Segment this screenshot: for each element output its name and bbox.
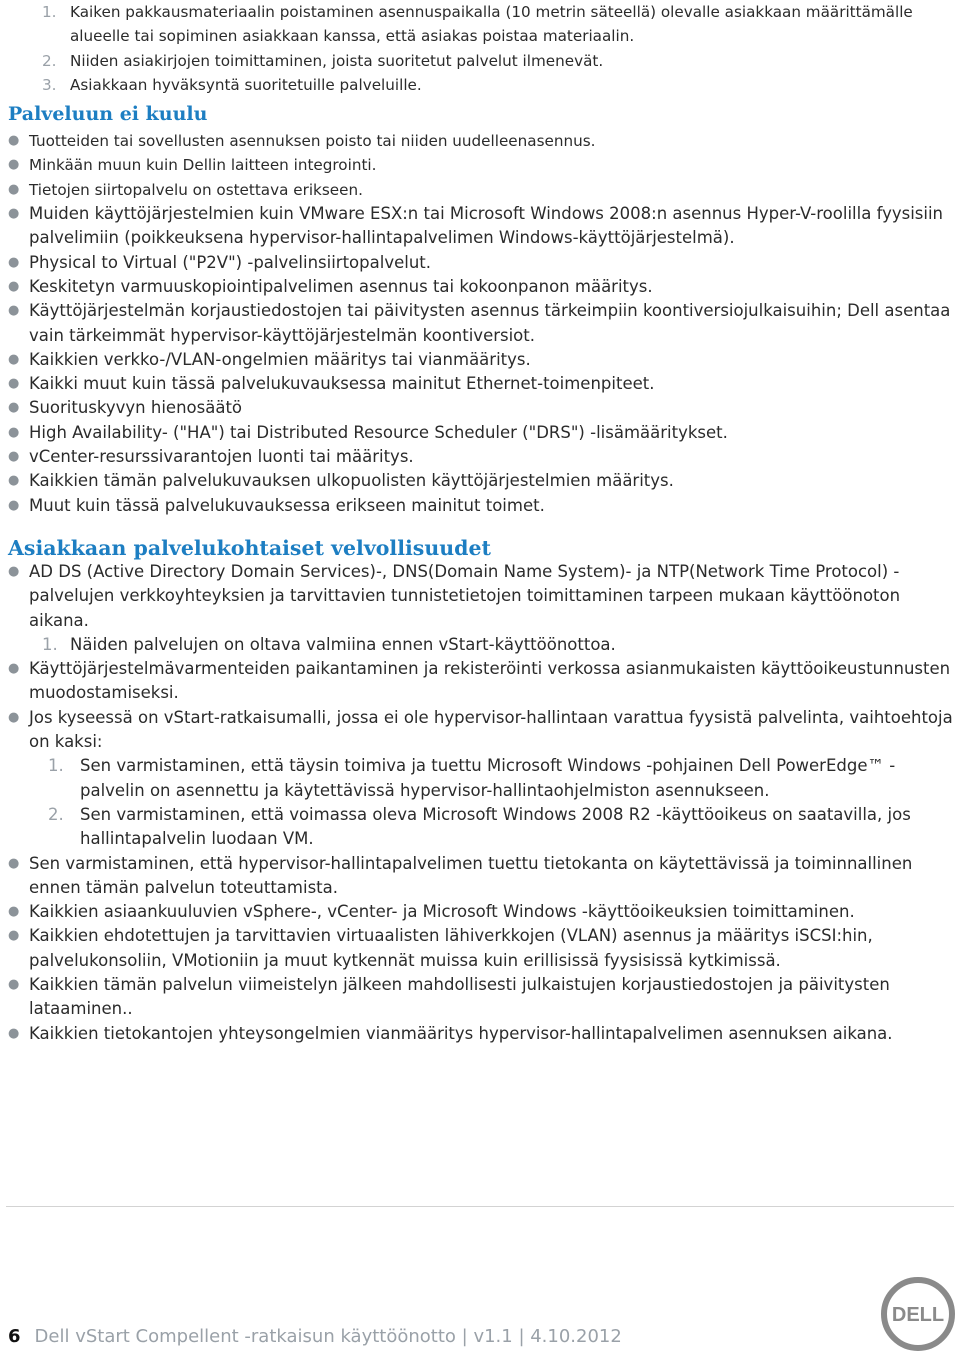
list-number: 1. [42,634,58,654]
list-text: Käyttöjärjestelmävarmenteiden paikantaminen ja rekisteröinti verkossa asianmukaisten käyttöoikeustunnusten muodostamiseksi. [29,659,951,703]
not-included-list [8,129,958,518]
list-text: Asiakkaan hyväksyntä suoritetuille palveluille. [70,75,422,94]
list-item [8,299,958,348]
sub-list-item [8,633,958,657]
list-number: 3. [42,75,57,94]
footer-text: Dell vStart Compellent -ratkaisun käyttöönotto | v1.1 | 4.10.2012 [34,1326,622,1347]
list-item [8,178,958,202]
section-heading-customer-obligations: Asiakkaan palvelukohtaiset velvollisuudet [8,535,491,560]
bullet-icon: ● [8,351,20,367]
list-item [8,1022,958,1046]
bullet-icon: ● [8,254,20,270]
list-text: Kaikki muut kuin tässä palvelukuvauksessa mainitut Ethernet-toimenpiteet. [29,374,655,394]
list-text: Näiden palvelujen on oltava valmiina ennen vStart-käyttöönottoa. [70,634,616,654]
bullet-icon: ● [8,181,20,197]
list-number: 2. [48,804,64,824]
list-text: Tuotteiden tai sovellusten asennuksen poisto tai niiden uudelleenasennus. [29,132,596,151]
intro-list [8,0,958,97]
bullet-icon: ● [8,303,20,319]
bullet-icon: ● [8,709,20,725]
list-item [8,348,958,372]
list-item [8,73,958,97]
bullet-icon: ● [8,424,20,440]
bullet-icon: ● [8,497,20,513]
list-text: Physical to Virtual ("P2V") -palvelinsiirtopalvelut. [29,252,431,272]
list-item [8,396,958,420]
list-text: Keskitetyn varmuuskopiointipalvelimen asennus tai kokoonpanon määritys. [29,276,653,296]
dell-logo-icon [881,1277,955,1351]
list-text: Minkään muun kuin Dellin laitteen integrointi. [29,156,377,175]
list-item [8,445,958,469]
list-text: vCenter-resurssivarantojen luonti tai määritys. [29,447,414,467]
list-text: High Availability- ("HA") tai Distributed Resource Scheduler ("DRS") -lisämääritykset. [29,422,728,442]
bullet-icon: ● [8,133,20,149]
list-text: Kaikkien verkko-/VLAN-ongelmien määritys tai vianmääritys. [29,349,531,369]
list-text: Kaikkien ehdotettujen ja tarvittavien virtuaalisten lähiverkkojen (VLAN) asennus ja määritys iSCSI:hin, palvelukonsoliin, VMotioniin ja muut kytkennät muissa kuin erillisissä fyysisissä kytkimissä. [29,926,873,970]
list-item [8,372,958,396]
bullet-icon: ● [8,563,20,579]
list-item [8,421,958,445]
list-text: Kaikkien asiaankuuluvien vSphere-, vCenter- ja Microsoft Windows -käyttöoikeuksien toimittaminen. [29,902,855,922]
bullet-icon: ● [8,157,20,173]
list-item [8,494,958,518]
list-text: Niiden asiakirjojen toimittaminen, joista suoritetut palvelut ilmenevät. [70,51,604,70]
footer-divider [6,1206,954,1207]
list-item [8,469,958,493]
list-text: Jos kyseessä on vStart-ratkaisumalli, jossa ei ole hypervisor-hallintaan varattua fyysistä palvelinta, vaihtoehtoja on kaksi: [29,707,953,752]
list-text: Tietojen siirtopalvelu on ostettava erikseen. [29,180,363,199]
bullet-icon: ● [8,855,20,871]
page-footer [8,1326,622,1347]
sub-list-item [8,803,958,852]
bullet-icon: ● [8,278,20,294]
list-item [8,706,958,755]
section-heading-not-included: Palveluun ei kuulu [8,103,208,126]
list-text: Muut kuin tässä palvelukuvauksessa erikseen mainitut toimet. [29,495,545,515]
bullet-icon: ● [8,928,20,944]
list-item [8,900,958,924]
list-text: Kaikkien tämän palvelun viimeistelyn jälkeen mahdollisesti julkaistujen korjaustiedostojen ja päivitysten lataaminen.. [29,974,890,1019]
list-item [8,852,958,901]
list-item [8,202,958,251]
list-item [8,129,958,153]
list-text: Sen varmistaminen, että hypervisor-hallintapalvelimen tuettu tietokanta on käytettävissä ja toiminnallinen ennen tämän palvelun toteuttamista. [29,853,913,897]
page-content [8,0,958,1046]
bullet-icon: ● [8,661,20,677]
list-text: Suorituskyvyn hienosäätö [29,398,243,418]
list-item [8,924,958,973]
bullet-icon: ● [8,376,20,392]
list-text: Kaikkien tietokantojen yhteysongelmien vianmääritys hypervisor-hallintapalvelimen asennuksen aikana. [29,1023,893,1043]
list-item [8,657,958,706]
list-item [8,0,958,49]
list-item [8,560,958,633]
bullet-icon: ● [8,449,20,465]
logo-text: DELL [891,1304,945,1326]
list-text: Muiden käyttöjärjestelmien kuin VMware ESX:n tai Microsoft Windows 2008:n asennus Hyper-V-roolilla fyysisiin palvelimiin (poikkeuksena hypervisor-hallintapalvelimen Windows-käyttöjärjestelmä). [29,204,944,248]
obligations-list [8,560,958,1046]
list-item [8,251,958,275]
list-item [8,973,958,1022]
list-text: Kaiken pakkausmateriaalin poistaminen asennuspaikalla (10 metrin säteellä) olevalle asiakkaan määrittämälle alueelle tai sopiminen asiakkaan kanssa, että asiakas poistaa materiaalin. [70,3,913,46]
list-number: 1. [42,3,57,21]
list-text: AD DS (Active Directory Domain Services)-, DNS(Domain Name System)- ja NTP(Network Time Protocol) -palvelujen verkkoyhteyksien ja tarvittavien tunnistetietojen toimittaminen tarpeen mukaan käyttöönoton aikana. [29,561,901,630]
list-text: Sen varmistaminen, että täysin toimiva ja tuettu Microsoft Windows -pohjainen Dell PowerEdge™ -palvelin on asennettu ja käytettävissä hypervisor-hallintaohjelmiston asennukseen. [80,756,896,800]
page-number: 6 [8,1326,21,1347]
bullet-icon: ● [8,1025,20,1041]
bullet-icon: ● [8,473,20,489]
list-number: 2. [42,51,57,70]
bullet-icon: ● [8,904,20,920]
list-item [8,275,958,299]
bullet-icon: ● [8,976,20,992]
list-item [8,153,958,177]
list-text: Sen varmistaminen, että voimassa oleva Microsoft Windows 2008 R2 -käyttöoikeus on saatavilla, jos hallintapalvelin luodaan VM. [80,804,911,849]
bullet-icon: ● [8,400,20,416]
bullet-icon: ● [8,206,20,222]
list-number: 1. [48,756,64,776]
sub-list-item [8,754,958,803]
list-item [8,49,958,73]
list-text: Kaikkien tämän palvelukuvauksen ulkopuolisten käyttöjärjestelmien määritys. [29,471,674,491]
list-text: Käyttöjärjestelmän korjaustiedostojen tai päivitysten asennus tärkeimpiin koontiversiojulkaisuihin; Dell asentaa vain tärkeimmät hypervisor-käyttöjärjestelmän koontiversiot. [29,301,951,345]
